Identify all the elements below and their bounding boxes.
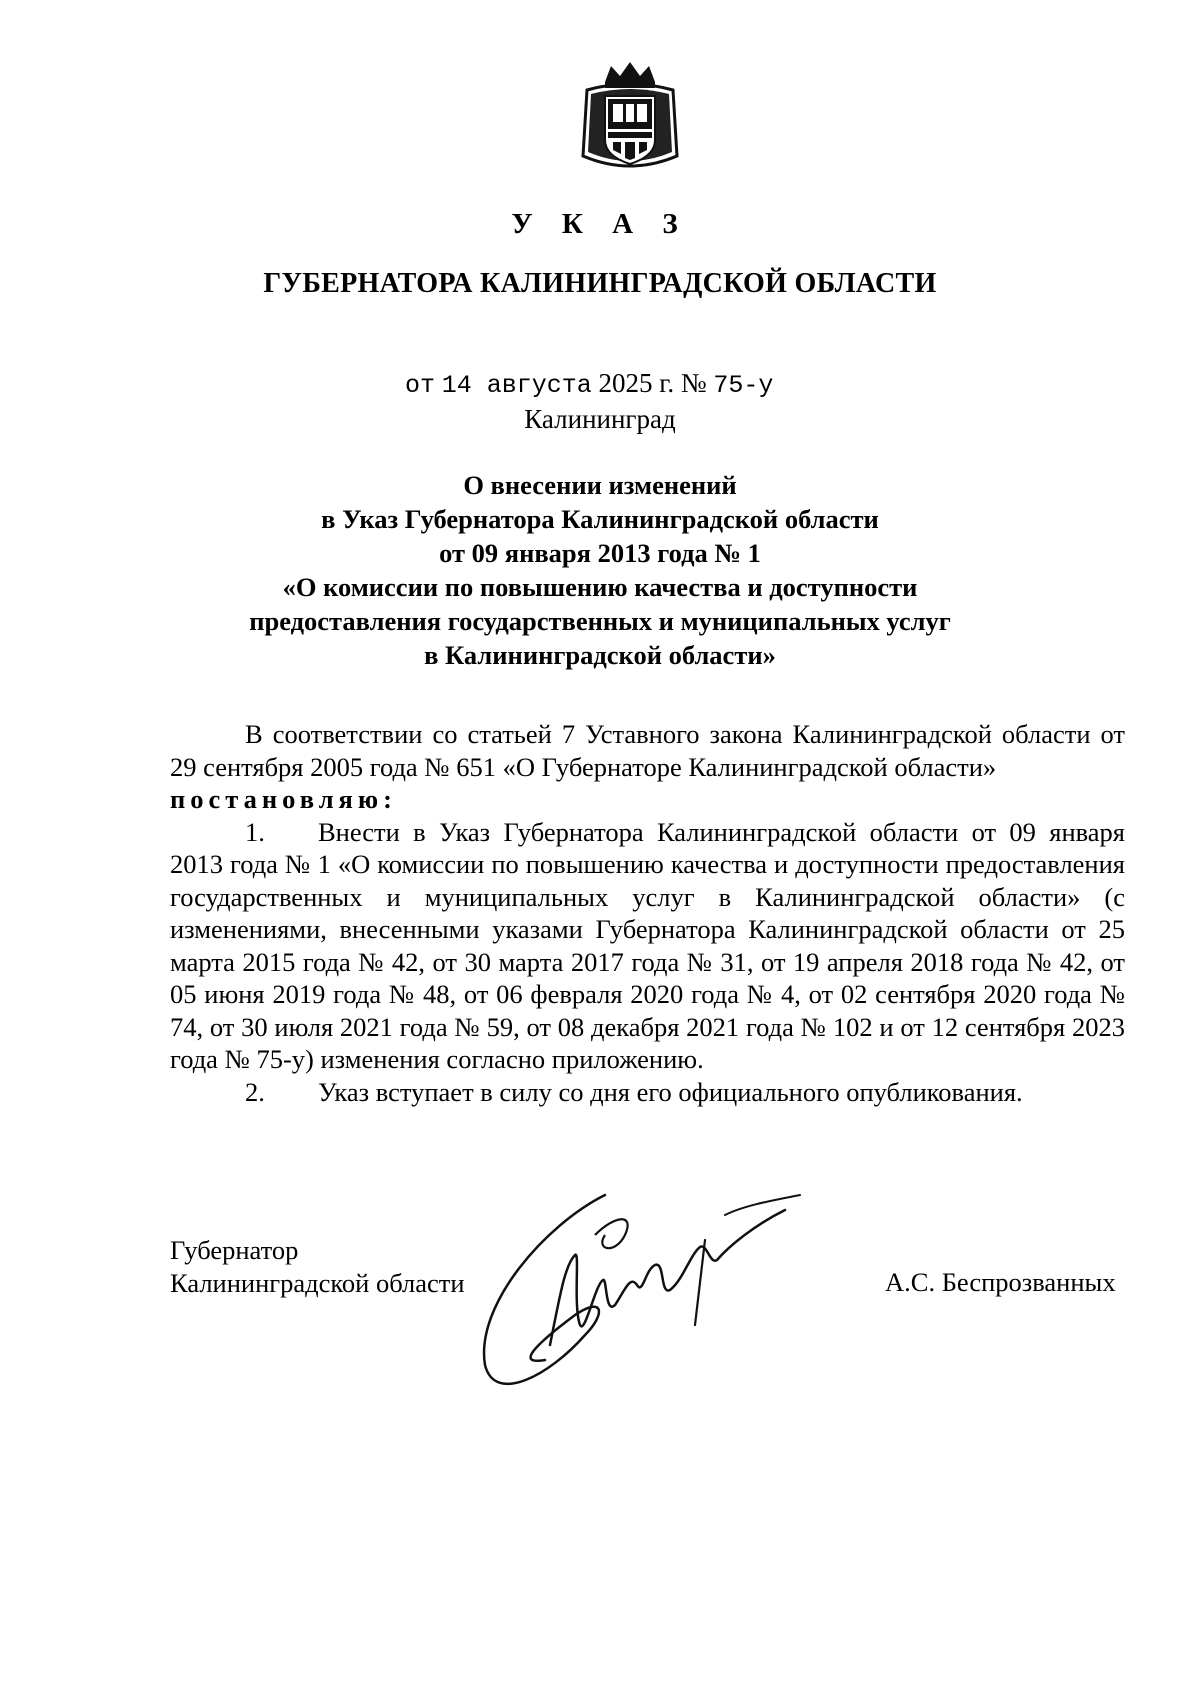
item-number: 1.	[245, 816, 265, 847]
subject-line: предоставления государственных и муниципальных услуг	[249, 606, 951, 636]
subject-heading	[170, 468, 1030, 672]
list-item	[170, 816, 1125, 1076]
decree-word	[170, 783, 1125, 816]
item-number: 2.	[245, 1076, 265, 1107]
subject-line: О внесении изменений	[463, 470, 737, 500]
subject-line: от 09 января 2013 года № 1	[439, 538, 761, 568]
number-text: 75-у	[713, 371, 774, 400]
number-label: №	[680, 368, 707, 398]
signatory-title	[170, 1234, 465, 1300]
subject-line: в Калининградской области»	[424, 640, 776, 670]
city: Калининград	[524, 404, 676, 434]
signatory-title-line: Губернатор	[170, 1235, 299, 1265]
signatory-name: А.С. Беспрозванных	[885, 1267, 1116, 1297]
item-text: Указ вступает в силу со дня его официального опубликования.	[318, 1076, 1023, 1107]
preamble: В соответствии со статьей 7 Уставного закона Калининградской области от 29 сентября 2005 года № 651 «О Губернаторе Калининградской области»	[170, 719, 1125, 782]
decree-body	[170, 718, 1125, 1108]
date-line	[405, 368, 773, 400]
document-type-title: У К А З	[511, 208, 689, 240]
item-text: Внести в Указ Губернатора Калининградской области от 09 января 2013 года № 1 «О комиссии по повышению качества и доступности предоставления государственных и муниципальных услуг в Калининградской области» (с изменениями, внесенными указами Губернатора Калининградской области от 25 марта 2015 года № 42, от 30 марта 2017 года № 31, от 19 апреля 2018 года № 42, от 05 июня 2019 года № 48, от 06 февраля 2020 года № 4, от 02 сентября 2020 года № 74, от 30 июля 2021 года № 59, от 08 декабря 2021 года № 102 и от 12 сентября 2023 года № 75-у) изменения согласно приложению.	[170, 816, 1125, 1074]
handwritten-signature	[455, 1175, 875, 1405]
issuer-title: ГУБЕРНАТОРА КАЛИНИНГРАДСКОЙ ОБЛАСТИ	[263, 268, 937, 299]
date-prefix: от	[405, 371, 436, 400]
signatory-title-line: Калининградской области	[170, 1268, 465, 1298]
year-text: 2025 г.	[598, 368, 675, 398]
subject-line: в Указ Губернатора Калининградской области	[321, 504, 879, 534]
subject-line: «О комиссии по повышению качества и доступности	[282, 572, 918, 602]
list-item	[170, 1076, 1125, 1109]
coat-of-arms-icon	[575, 60, 685, 180]
decree-word-text: постановляю:	[170, 784, 397, 814]
date-text: 14 августа	[441, 371, 592, 400]
